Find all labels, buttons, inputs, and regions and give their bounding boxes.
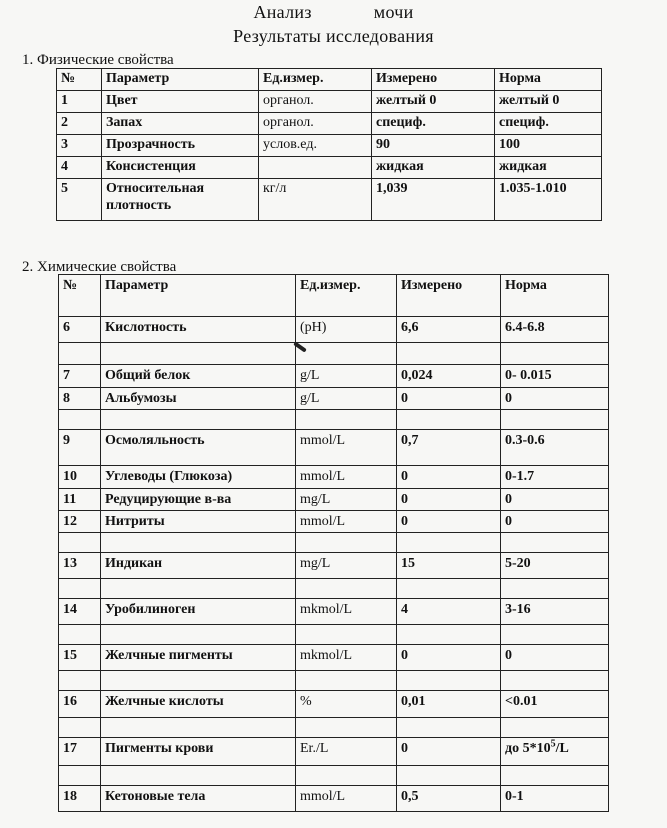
- col-header-number: №: [59, 275, 101, 317]
- row-norm: 1.035-1.010: [495, 179, 602, 221]
- row-measured: 0: [397, 466, 501, 489]
- table-row: [57, 157, 602, 179]
- row-norm: 0- 0.015: [501, 365, 609, 388]
- row-parameter: Редуцирующие в-ва: [101, 489, 296, 511]
- table-row: [57, 135, 602, 157]
- col-header-unit: Ед.измер.: [296, 275, 397, 317]
- table-row: [59, 645, 609, 671]
- col-header-parameter: Параметр: [102, 69, 259, 91]
- row-unit: органол.: [259, 113, 372, 135]
- row-norm: 5-20: [501, 553, 609, 579]
- row-number: 7: [59, 365, 101, 388]
- row-number: 18: [59, 786, 101, 812]
- row-unit: органол.: [259, 91, 372, 113]
- row-norm: 0: [501, 645, 609, 671]
- row-norm: 0-1.7: [501, 466, 609, 489]
- row-number: 10: [59, 466, 101, 489]
- row-unit: [259, 157, 372, 179]
- table-row: [59, 786, 609, 812]
- row-unit: mg/L: [296, 553, 397, 579]
- row-parameter: Прозрачность: [102, 135, 259, 157]
- row-parameter: Консистенция: [102, 157, 259, 179]
- document-title: [0, 2, 667, 23]
- table-spacer-row: [59, 625, 609, 645]
- row-norm: 100: [495, 135, 602, 157]
- row-measured: 0,01: [397, 691, 501, 718]
- row-number: 6: [59, 317, 101, 343]
- row-norm: [501, 738, 609, 766]
- row-measured: 90: [372, 135, 495, 157]
- table-row: [59, 553, 609, 579]
- norm-suffix: /L: [555, 741, 569, 756]
- row-norm: 6.4-6.8: [501, 317, 609, 343]
- row-number: 1: [57, 91, 102, 113]
- document-subtitle: Результаты исследования: [233, 26, 434, 46]
- row-parameter: Альбумозы: [101, 388, 296, 410]
- row-unit: mmol/L: [296, 511, 397, 533]
- row-measured: 6,6: [397, 317, 501, 343]
- table-row: [59, 466, 609, 489]
- row-unit: g/L: [296, 365, 397, 388]
- row-unit: кг/л: [259, 179, 372, 221]
- table-row: [59, 691, 609, 718]
- row-number: 4: [57, 157, 102, 179]
- table-spacer-row: [59, 766, 609, 786]
- row-unit: mmol/L: [296, 466, 397, 489]
- table-header-row: [59, 275, 609, 317]
- table-spacer-row: [59, 343, 609, 365]
- col-header-parameter: Параметр: [101, 275, 296, 317]
- row-unit: mg/L: [296, 489, 397, 511]
- table-row: [59, 317, 609, 343]
- row-parameter: Запах: [102, 113, 259, 135]
- norm-prefix: до 5*10: [505, 741, 551, 756]
- row-number: 14: [59, 599, 101, 625]
- table-row: [57, 179, 602, 221]
- row-number: 15: [59, 645, 101, 671]
- row-unit: g/L: [296, 388, 397, 410]
- row-number: 2: [57, 113, 102, 135]
- row-number: 9: [59, 430, 101, 466]
- row-parameter: Желчные пигменты: [101, 645, 296, 671]
- row-number: 16: [59, 691, 101, 718]
- col-header-number: №: [57, 69, 102, 91]
- row-measured: 0: [397, 489, 501, 511]
- row-unit: mkmol/L: [296, 645, 397, 671]
- table-row: [59, 388, 609, 410]
- row-measured: 0,5: [397, 786, 501, 812]
- table-row: [57, 113, 602, 135]
- row-parameter: Желчные кислоты: [101, 691, 296, 718]
- row-norm: 0.3-0.6: [501, 430, 609, 466]
- row-unit: (pH): [296, 317, 397, 343]
- section-chemical-title: 2. Химические свойства: [22, 259, 177, 275]
- row-parameter: Уробилиноген: [101, 599, 296, 625]
- row-norm: 0: [501, 489, 609, 511]
- col-header-unit: Ед.измер.: [259, 69, 372, 91]
- col-header-measured: Измерено: [397, 275, 501, 317]
- row-measured: 1,039: [372, 179, 495, 221]
- row-norm: специф.: [495, 113, 602, 135]
- row-parameter: Осмоляльность: [101, 430, 296, 466]
- row-norm: <0.01: [501, 691, 609, 718]
- row-measured: специф.: [372, 113, 495, 135]
- row-parameter: Индикан: [101, 553, 296, 579]
- table-spacer-row: [59, 718, 609, 738]
- row-number: 3: [57, 135, 102, 157]
- table-spacer-row: [59, 671, 609, 691]
- row-parameter: Общий белок: [101, 365, 296, 388]
- row-norm: 0-1: [501, 786, 609, 812]
- row-measured: 0: [397, 511, 501, 533]
- table-row: [59, 489, 609, 511]
- row-measured: желтый 0: [372, 91, 495, 113]
- table-row: [57, 91, 602, 113]
- row-parameter: Пигменты крови: [101, 738, 296, 766]
- row-parameter: Относительная плотность: [102, 179, 259, 221]
- row-norm: жидкая: [495, 157, 602, 179]
- physical-properties-table: [56, 68, 602, 221]
- row-parameter: Кислотность: [101, 317, 296, 343]
- row-unit: %: [296, 691, 397, 718]
- row-norm: 3-16: [501, 599, 609, 625]
- row-measured: 0: [397, 388, 501, 410]
- table-row: [59, 738, 609, 766]
- row-parameter: Цвет: [102, 91, 259, 113]
- title-right: мочи: [373, 2, 414, 22]
- table-spacer-row: [59, 533, 609, 553]
- row-number: 8: [59, 388, 101, 410]
- table-row: [59, 599, 609, 625]
- table-spacer-row: [59, 410, 609, 430]
- row-measured: жидкая: [372, 157, 495, 179]
- row-unit: mmol/L: [296, 430, 397, 466]
- row-number: 5: [57, 179, 102, 221]
- table-header-row: [57, 69, 602, 91]
- row-norm: желтый 0: [495, 91, 602, 113]
- row-measured: 0: [397, 645, 501, 671]
- title-left: Анализ: [253, 2, 312, 22]
- row-unit: услов.ед.: [259, 135, 372, 157]
- table-row: [59, 511, 609, 533]
- row-unit: mmol/L: [296, 786, 397, 812]
- row-measured: 15: [397, 553, 501, 579]
- col-header-measured: Измерено: [372, 69, 495, 91]
- row-measured: 0: [397, 738, 501, 766]
- row-number: 17: [59, 738, 101, 766]
- row-unit: mkmol/L: [296, 599, 397, 625]
- row-norm: 0: [501, 511, 609, 533]
- row-number: 12: [59, 511, 101, 533]
- row-measured: 4: [397, 599, 501, 625]
- row-unit: Er./L: [296, 738, 397, 766]
- row-parameter: Кетоновые тела: [101, 786, 296, 812]
- norm-exponent: 5: [550, 738, 556, 750]
- row-parameter: Углеводы (Глюкоза): [101, 466, 296, 489]
- col-header-norm: Норма: [501, 275, 609, 317]
- chemical-properties-table: [58, 274, 609, 812]
- table-row: [59, 430, 609, 466]
- row-norm: 0: [501, 388, 609, 410]
- table-spacer-row: [59, 579, 609, 599]
- row-measured: 0,024: [397, 365, 501, 388]
- col-header-norm: Норма: [495, 69, 602, 91]
- row-number: 13: [59, 553, 101, 579]
- row-number: 11: [59, 489, 101, 511]
- row-measured: 0,7: [397, 430, 501, 466]
- row-parameter: Нитриты: [101, 511, 296, 533]
- table-row: [59, 365, 609, 388]
- section-physical-title: 1. Физические свойства: [22, 52, 174, 68]
